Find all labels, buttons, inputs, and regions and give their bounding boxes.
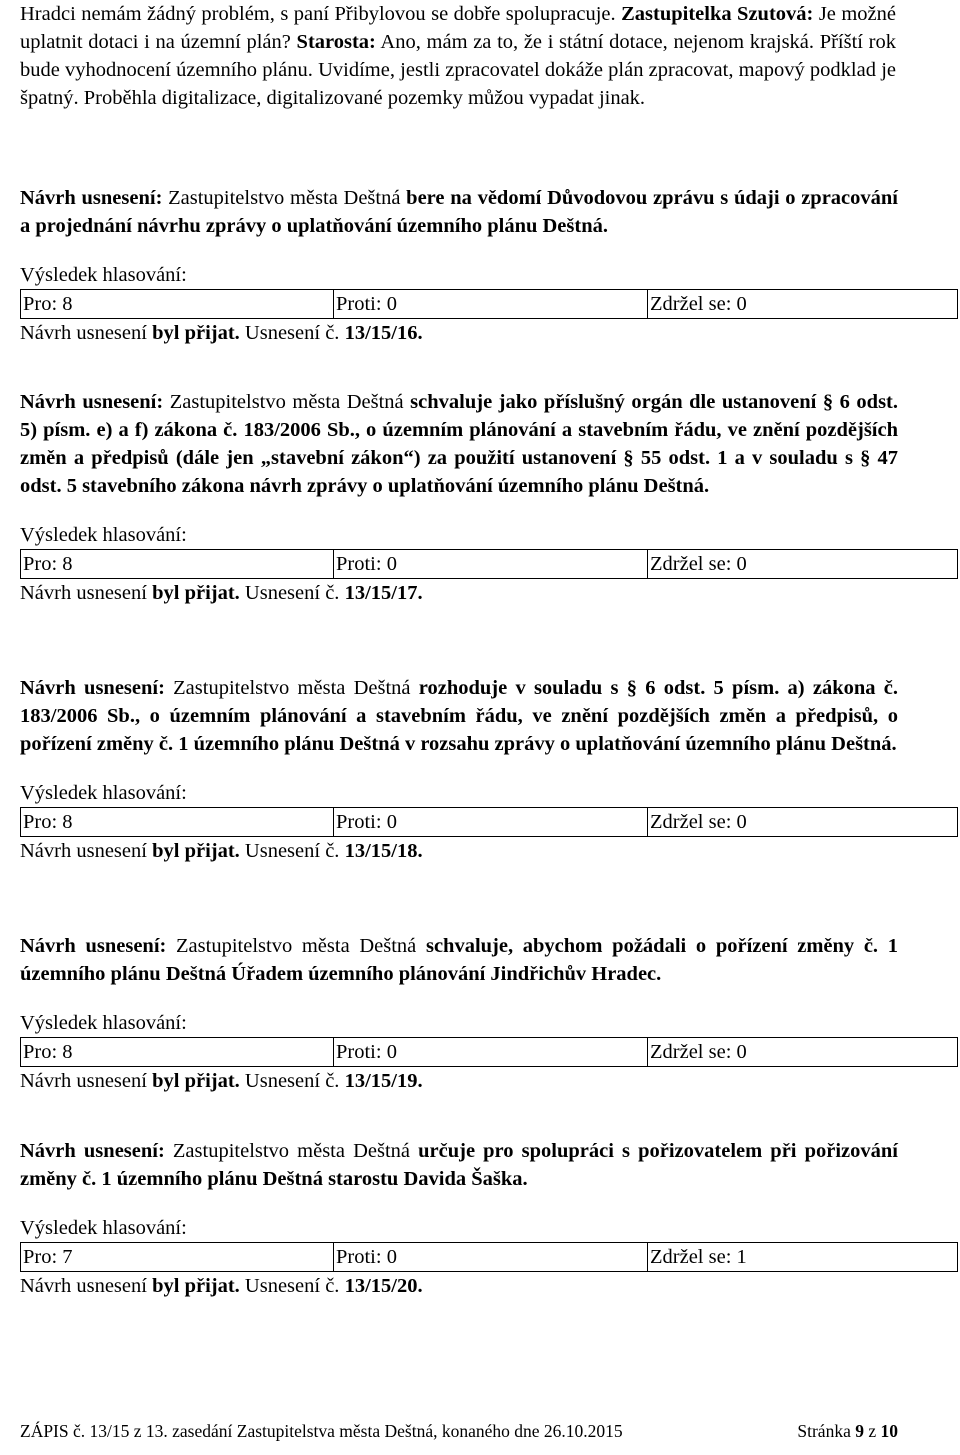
- resolution-text-bold: bere na vědomí Důvodovou zprávu s údaji o zpracování a projednání návrhu zprávy o uplatňování územního plánu Deštná.: [20, 187, 898, 237]
- footer-page-number: [797, 1420, 898, 1442]
- vote-table: [20, 1037, 958, 1067]
- vote-proti: Proti: 0: [334, 808, 648, 837]
- vote-pro: Pro: 7: [21, 1243, 334, 1272]
- vote-table: [20, 289, 958, 319]
- speaker-szutova: Zastupitelka Szutová:: [621, 3, 814, 25]
- result-status: byl přijat.: [152, 840, 240, 862]
- result-status: byl přijat.: [152, 582, 240, 604]
- resolution-text: [20, 932, 898, 988]
- vote-proti: Proti: 0: [334, 1038, 648, 1067]
- intro-text-2: Je možné uplatnit dotaci i na územní plán?: [20, 3, 896, 53]
- vote-pro: Pro: 8: [21, 290, 334, 319]
- resolution-block: [20, 184, 898, 347]
- vote-table: [20, 549, 958, 579]
- vote-zdrzel: Zdržel se: 1: [648, 1243, 958, 1272]
- vote-row: [21, 290, 958, 319]
- vote-proti: Proti: 0: [334, 1243, 648, 1272]
- resolution-text: [20, 1137, 898, 1193]
- resolution-number: 13/15/16.: [344, 322, 423, 344]
- resolution-number: 13/15/19.: [344, 1070, 423, 1092]
- vote-pro: Pro: 8: [21, 1038, 334, 1067]
- vote-result: [20, 1272, 898, 1300]
- resolution-text-bold: schvaluje, abychom požádali o pořízení změny č. 1 územního plánu Deštná Úřadem územního plánování Jindřichův Hradec.: [20, 935, 898, 985]
- resolution-text-bold: určuje pro spolupráci s pořizovatelem při pořizování změny č. 1 územního plánu Deštná starostu Davida Šaška.: [20, 1140, 898, 1190]
- resolution-text-plain: Zastupitelstvo města Deštná: [164, 677, 419, 699]
- resolution-block: [20, 1137, 898, 1300]
- result-text: Návrh usnesení: [20, 322, 153, 344]
- result-status: byl přijat.: [152, 1275, 240, 1297]
- vote-zdrzel: Zdržel se: 0: [648, 290, 958, 319]
- resolution-text-bold: Návrh usnesení:: [20, 187, 163, 209]
- result-text: Návrh usnesení: [20, 582, 153, 604]
- intro-paragraph: [20, 0, 896, 112]
- vote-row: [21, 1243, 958, 1272]
- vote-row: [21, 1038, 958, 1067]
- vote-result: [20, 837, 898, 865]
- result-text: Usnesení č.: [239, 322, 345, 344]
- vote-proti: Proti: 0: [334, 290, 648, 319]
- page-total: 10: [880, 1421, 898, 1441]
- result-text: Usnesení č.: [239, 1070, 345, 1092]
- result-status: byl přijat.: [152, 322, 240, 344]
- resolution-text: [20, 388, 898, 500]
- intro-text-1: Hradci nemám žádný problém, s paní Přibylovou se dobře spolupracuje.: [20, 3, 622, 25]
- resolution-text-bold: schvaluje jako příslušný orgán dle ustanovení § 6 odst. 5) písm. e) a f) zákona č. 183/2006 Sb., o územním plánování a stavebním řádu, ve znění pozdějších změn a předpisů (dále jen „stavební zákon“) za použití ustanovení § 55 odst. 1 a v souladu s § 47 odst. 5 stavebního zákona návrh zprávy o uplatňování územního plánu Deštná.: [20, 391, 898, 497]
- vote-heading: Výsledek hlasování:: [20, 1012, 187, 1034]
- page-current: 9: [855, 1421, 864, 1441]
- vote-table: [20, 807, 958, 837]
- vote-zdrzel: Zdržel se: 0: [648, 808, 958, 837]
- vote-zdrzel: Zdržel se: 0: [648, 1038, 958, 1067]
- resolution-text-bold: Návrh usnesení:: [20, 391, 164, 413]
- resolution-text-plain: Zastupitelstvo města Deštná: [162, 187, 407, 209]
- vote-result: [20, 319, 898, 347]
- resolution-number: 13/15/18.: [344, 840, 423, 862]
- vote-row: [21, 808, 958, 837]
- vote-zdrzel: Zdržel se: 0: [648, 550, 958, 579]
- resolution-text-plain: Zastupitelstvo města Deštná: [166, 935, 426, 957]
- vote-result: [20, 579, 898, 607]
- vote-heading: Výsledek hlasování:: [20, 1217, 187, 1239]
- result-text: Usnesení č.: [239, 582, 345, 604]
- resolution-text: [20, 674, 898, 758]
- resolution-number: 13/15/20.: [344, 1275, 423, 1297]
- resolution-block: [20, 674, 898, 865]
- vote-heading: Výsledek hlasování:: [20, 524, 187, 546]
- result-text: Návrh usnesení: [20, 840, 153, 862]
- resolution-number: 13/15/17.: [344, 582, 423, 604]
- resolution-text-bold: Návrh usnesení:: [20, 677, 165, 699]
- speaker-starosta: Starosta:: [296, 31, 376, 53]
- vote-table: [20, 1242, 958, 1272]
- footer-title: ZÁPIS č. 13/15 z 13. zasedání Zastupitelstva města Deštná, konaného dne 26.10.2015: [20, 1421, 623, 1441]
- resolution-text-bold: Návrh usnesení:: [20, 1140, 165, 1162]
- resolution-text-bold: rozhoduje v souladu s § 6 odst. 5 písm. a) zákona č. 183/2006 Sb., o územním plánování a stavebním řádu, ve znění pozdějších změn a předpisů, o pořízení změny č. 1 územního plánu Deštná v rozsahu zprávy o uplatňování územního plánu Deštná.: [20, 677, 898, 755]
- vote-heading: Výsledek hlasování:: [20, 782, 187, 804]
- resolution-text-plain: Zastupitelstvo města Deštná: [164, 1140, 419, 1162]
- vote-pro: Pro: 8: [21, 808, 334, 837]
- intro-text-3: Ano, mám za to, že i státní dotace, nejenom krajská. Příští rok bude vyhodnocení územního plánu. Uvidíme, jestli zpracovatel dokáže plán zpracovat, mapový podklad je špatný. Proběhla digitalizace, digitalizované pozemky můžou vypadat jinak.: [20, 31, 896, 109]
- page-footer: [20, 1420, 938, 1442]
- result-text: Návrh usnesení: [20, 1275, 153, 1297]
- vote-heading: Výsledek hlasování:: [20, 264, 187, 286]
- resolution-text: [20, 184, 898, 240]
- result-text: Usnesení č.: [239, 1275, 345, 1297]
- vote-result: [20, 1067, 898, 1095]
- vote-proti: Proti: 0: [334, 550, 648, 579]
- resolution-block: [20, 932, 898, 1095]
- result-status: byl přijat.: [152, 1070, 240, 1092]
- vote-row: [21, 550, 958, 579]
- resolution-text-plain: Zastupitelstvo města Deštná: [163, 391, 411, 413]
- page-of: z: [863, 1421, 881, 1441]
- result-text: Návrh usnesení: [20, 1070, 153, 1092]
- page-label: Stránka: [797, 1421, 856, 1441]
- result-text: Usnesení č.: [239, 840, 345, 862]
- resolution-text-bold: Návrh usnesení:: [20, 935, 167, 957]
- resolution-block: [20, 388, 898, 607]
- vote-pro: Pro: 8: [21, 550, 334, 579]
